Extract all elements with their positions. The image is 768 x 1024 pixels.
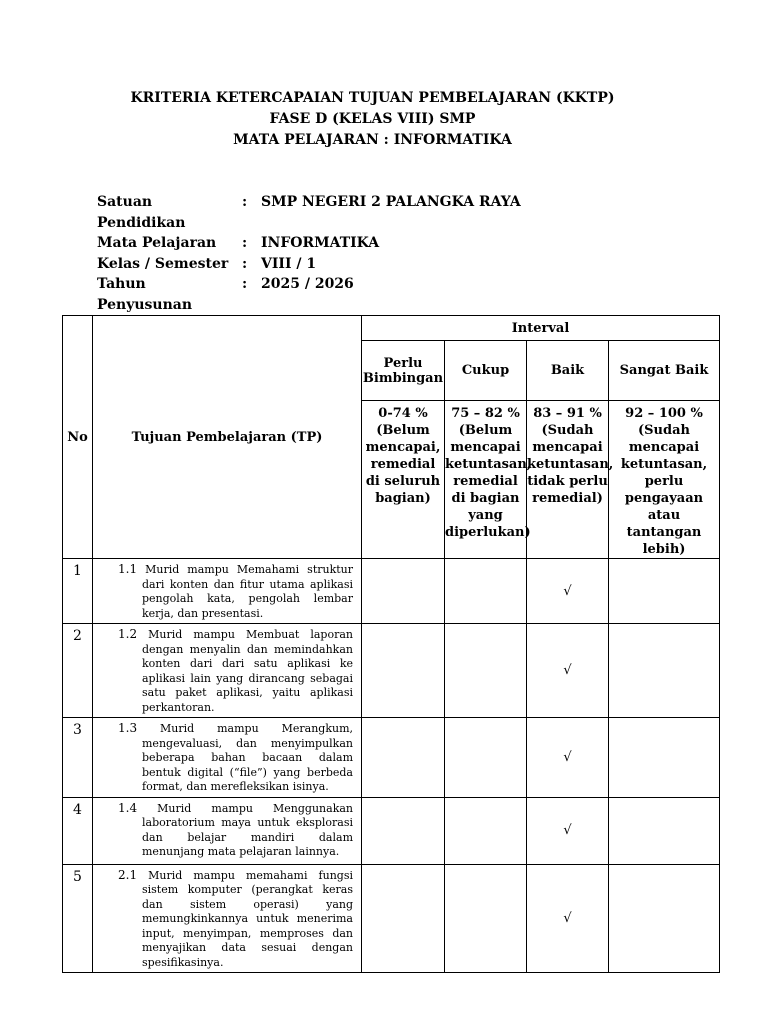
objective-text: Murid mampu Memahami struktur dari konten dan fitur utama aplikasi pengolah kata, pengolah lembar kerja, dan presentasi. (142, 563, 354, 620)
meta-label: Satuan Pendidikan (97, 194, 186, 231)
level-cukup: Cukup (445, 341, 527, 401)
mark-perlu-bimbingan (362, 797, 445, 864)
meta-row (97, 254, 521, 275)
identity-block (97, 192, 521, 315)
row-number: 1 (63, 559, 93, 624)
row-number: 5 (63, 864, 93, 973)
objective-text: Murid mampu memahami fungsi sistem komputer (perangkat keras dan sistem operasi) yang memungkinkannya untuk menerima input, menyimpan, memproses dan menyajikan data sesuai dengan spesifikasinya. (142, 868, 353, 969)
mark-perlu-bimbingan (362, 624, 445, 718)
title-line-2: FASE D (KELAS VIII) SMP (269, 111, 476, 127)
header-no: No (63, 316, 93, 559)
range-baik (527, 401, 614, 559)
range-description: (Belum mencapai ketuntasan, remedial di bagian yang diperlukan) (445, 423, 532, 540)
mark-sangat-baik (609, 718, 720, 798)
mark-baik: √ (527, 718, 609, 798)
meta-value: 2025 / 2026 (261, 276, 354, 292)
range-perlu-bimbingan (362, 401, 445, 559)
learning-objective (93, 718, 362, 798)
objective-code: 1.1 (118, 562, 138, 576)
table-row (63, 797, 720, 864)
meta-row (97, 274, 521, 315)
table-row (63, 624, 720, 718)
mark-sangat-baik (609, 864, 720, 973)
range-description: (Belum mencapai, remedial di seluruh bagian) (365, 423, 441, 506)
range-description: (Sudah mencapai ketuntasan, perlu pengayaan atau tantangan lebih) (620, 423, 708, 557)
mark-baik: √ (527, 624, 609, 718)
table-row (63, 718, 720, 798)
objective-code: 1.4 (118, 800, 138, 815)
learning-objective (93, 864, 362, 973)
mark-perlu-bimbingan (362, 864, 445, 973)
meta-row (97, 192, 521, 233)
table-row (63, 864, 720, 973)
learning-objective (93, 559, 362, 624)
header-tp: Tujuan Pembelajaran (TP) (93, 316, 362, 559)
mark-sangat-baik (609, 624, 720, 718)
mark-perlu-bimbingan (362, 718, 445, 798)
range-description: (Sudah mencapai ketuntasan, tidak perlu remedial) (527, 423, 614, 506)
meta-label: Kelas / Semester (97, 255, 229, 272)
mark-baik: √ (527, 864, 609, 973)
objective-text: Murid mampu Menggunakan laboratorium maya untuk eksplorasi dan belajar mandiri dalam menunjang mata pelajaran lainnya. (142, 801, 353, 858)
range-sangat-baik (609, 401, 720, 559)
learning-objective (93, 797, 362, 864)
title-line-1: KRITERIA KETERCAPAIAN TUJUAN PEMBELAJARAN (KKTP) (130, 90, 615, 106)
header-interval: Interval (362, 316, 720, 341)
objective-text: Murid mampu Merangkum, mengevaluasi, dan menyimpulkan beberapa bahan bacaan dalam bentuk digital (“file”) yang berbeda format, dan merefleksikan isinya. (142, 722, 353, 793)
meta-value: VIII / 1 (261, 255, 317, 272)
learning-objective (93, 624, 362, 718)
level-perlu-bimbingan: Perlu Bimbingan (362, 341, 445, 401)
level-sangat-baik: Sangat Baik (609, 341, 720, 401)
meta-separator: : (242, 235, 248, 251)
range-value: 0-74 % (378, 406, 428, 421)
mark-perlu-bimbingan (362, 559, 445, 624)
meta-separator: : (242, 276, 248, 292)
range-value: 75 – 82 % (451, 406, 520, 421)
range-cukup (445, 401, 532, 559)
mark-baik: √ (527, 797, 609, 864)
range-value: 83 – 91 % (533, 406, 602, 421)
mark-cukup (445, 624, 527, 718)
mark-baik: √ (527, 559, 609, 624)
objective-code: 1.3 (118, 721, 138, 735)
meta-row (97, 233, 521, 254)
meta-value: INFORMATIKA (261, 235, 380, 251)
meta-label: Tahun Penyusunan (97, 276, 193, 313)
objective-code: 2.1 (118, 867, 138, 882)
mark-sangat-baik (609, 559, 720, 624)
title-line-3: MATA PELAJARAN : INFORMATIKA (233, 132, 512, 148)
meta-separator: : (242, 255, 248, 272)
row-number: 2 (63, 624, 93, 718)
meta-label: Mata Pelajaran (97, 235, 217, 251)
row-number: 4 (63, 797, 93, 864)
kktp-table (62, 315, 720, 973)
row-number: 3 (63, 718, 93, 798)
mark-cukup (445, 718, 527, 798)
objective-code: 1.2 (118, 627, 138, 641)
table-row (63, 559, 720, 624)
mark-cukup (445, 797, 527, 864)
range-value: 92 – 100 % (625, 406, 703, 421)
meta-value: SMP NEGERI 2 PALANGKA RAYA (261, 194, 521, 210)
mark-cukup (445, 864, 527, 973)
document-title (0, 88, 745, 151)
mark-cukup (445, 559, 527, 624)
meta-separator: : (242, 194, 248, 210)
level-baik: Baik (527, 341, 609, 401)
mark-sangat-baik (609, 797, 720, 864)
header-row-interval (63, 316, 720, 341)
objective-text: Murid mampu Membuat laporan dengan menyalin dan memindahkan konten dari dari satu aplikasi ke aplikasi lain yang dirancang sebagai satu paket aplikasi, yaitu aplikasi perkantoran. (142, 628, 353, 714)
